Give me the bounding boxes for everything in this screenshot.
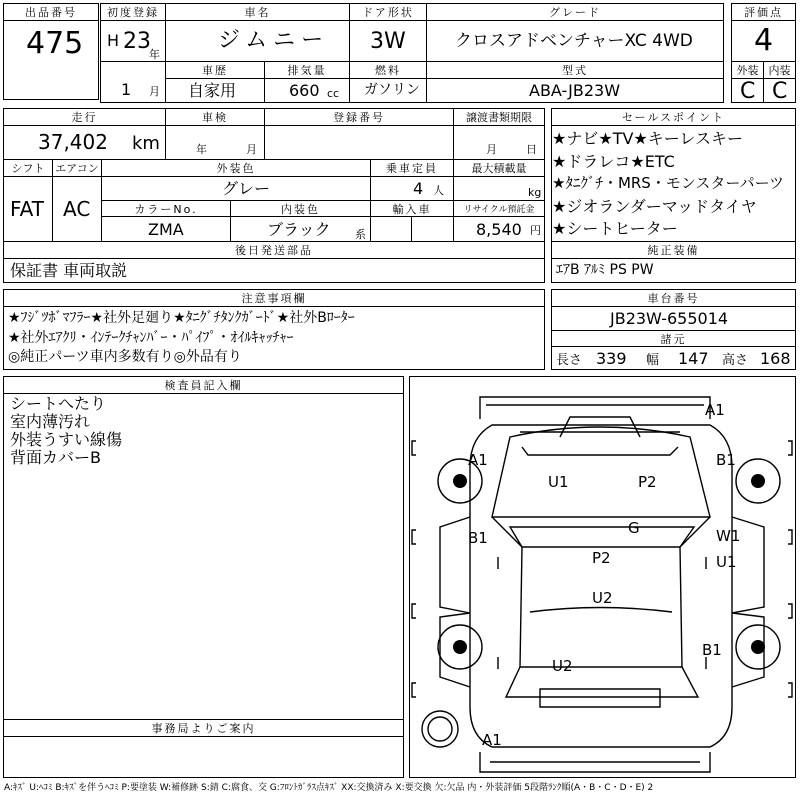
width-label: 幅 xyxy=(646,353,660,368)
int-color-suffix: 系 xyxy=(355,228,366,241)
chassis-number: JB23W-655014 xyxy=(610,309,729,328)
mark-B1-front-right: B1 xyxy=(716,451,736,469)
mark-B1-left: B1 xyxy=(468,529,488,547)
inspector-cell xyxy=(3,393,404,720)
first-reg-cell xyxy=(100,20,166,62)
car-outline xyxy=(410,377,795,777)
inspector-header: 検査員記入欄 xyxy=(3,376,404,394)
reg-no-header: 登録番号 xyxy=(264,108,454,126)
lot-cell xyxy=(3,20,99,100)
displacement-cell xyxy=(264,78,350,103)
displacement: 660 xyxy=(289,81,320,100)
mark-U2-roof: U2 xyxy=(592,589,613,607)
model: ABA-JB23W xyxy=(529,81,621,100)
aircon-cell xyxy=(52,176,102,242)
doc-month-unit: 月 xyxy=(486,143,497,156)
first-reg-era: H xyxy=(107,31,120,50)
equipment-header: 純正装備 xyxy=(551,241,796,259)
mileage: 37,402 xyxy=(38,130,108,154)
office-cell xyxy=(3,736,404,778)
fuel-cell xyxy=(349,78,427,103)
mark-U1-right: U1 xyxy=(716,553,737,571)
door-cell xyxy=(349,20,427,62)
exterior-cell xyxy=(731,78,764,103)
dims-header: 諸元 xyxy=(551,330,796,347)
shift-header: シフト xyxy=(3,159,53,177)
exterior-grade: C xyxy=(740,79,756,104)
color-no-cell xyxy=(101,216,231,242)
selling-point-1: ★ナビ★TV★キーレスキー xyxy=(552,129,743,148)
inspection-month-unit: 月 xyxy=(246,143,257,156)
color-no-header: カラーNo. xyxy=(101,200,231,217)
chassis-header: 車台番号 xyxy=(551,289,796,307)
car-name-header: 車名 xyxy=(165,3,350,21)
first-reg-month-unit: 月 xyxy=(149,85,160,98)
max-load-unit: kg xyxy=(528,186,542,199)
note-line-1: ★ﾌｼﾞﾂﾎﾞﾏﾌﾗｰ★社外足廻り★ﾀﾆｸﾞﾁﾀﾝｸｶﾞｰﾄﾞ★社外Bﾛｰﾀｰ xyxy=(8,310,355,326)
int-color: ブラック xyxy=(267,220,331,239)
ext-color-header: 外装色 xyxy=(101,159,371,177)
mark-W1-right: W1 xyxy=(716,527,741,545)
selling-points-header: セールスポイント xyxy=(551,108,796,126)
mark-U1-hood: U1 xyxy=(548,473,569,491)
note-line-3: ◎純正パーツ車内多数有り◎外品有り xyxy=(8,349,242,365)
selling-point-4: ★ジオランダーマッドタイヤ xyxy=(552,197,757,216)
capacity-header: 乗車定員 xyxy=(370,159,454,177)
mileage-unit: km xyxy=(132,133,160,154)
interior-grade: C xyxy=(772,79,788,104)
first-reg-year: 23 xyxy=(123,29,151,54)
length-label: 長さ xyxy=(556,353,583,368)
inspector-line-4: 背面カバーB xyxy=(10,448,101,467)
max-load-header: 最大積載量 xyxy=(453,159,545,177)
reg-no-cell xyxy=(264,125,454,160)
car-name: ジムニー xyxy=(218,28,330,53)
later-parts: 保証書 車両取説 xyxy=(10,261,128,280)
recycle-cell xyxy=(453,216,545,242)
grade-cell xyxy=(426,20,724,62)
aircon: AC xyxy=(63,197,91,221)
dims-cell xyxy=(551,346,796,370)
import-cell-a xyxy=(370,216,412,242)
capacity: 4 xyxy=(413,179,424,198)
capacity-cell xyxy=(370,176,454,201)
later-parts-cell xyxy=(3,258,545,283)
exterior-header: 外装 xyxy=(731,61,764,79)
mark-A1-bottom: A1 xyxy=(482,731,502,749)
office-header: 事務局よりご案内 xyxy=(3,719,404,737)
first-reg-header: 初度登録 xyxy=(100,3,166,21)
history: 自家用 xyxy=(188,81,237,100)
color-no: ZMA xyxy=(148,220,184,239)
fuel: ガソリン xyxy=(364,82,420,98)
door-header: ドア形状 xyxy=(349,3,427,21)
damage-diagram xyxy=(409,376,796,778)
lot-header: 出品番号 xyxy=(3,3,99,21)
car-name-cell xyxy=(165,20,350,62)
inspection-year-unit: 年 xyxy=(196,143,207,156)
import-header: 輸入車 xyxy=(370,200,454,217)
equipment-cell xyxy=(551,258,796,283)
score-cell xyxy=(731,20,796,62)
height-label: 高さ xyxy=(722,353,749,368)
selling-point-5: ★シートヒーター xyxy=(552,219,678,238)
inspection-cell xyxy=(165,125,265,160)
first-reg-month-cell xyxy=(100,61,166,103)
mileage-cell xyxy=(3,125,166,160)
height: 168 xyxy=(760,349,791,368)
width: 147 xyxy=(678,349,709,368)
ext-color: グレー xyxy=(222,179,271,198)
chassis-cell xyxy=(551,306,796,331)
grade-header: グレード xyxy=(426,3,724,21)
notes-header: 注意事項欄 xyxy=(3,289,545,307)
capacity-unit: 人 xyxy=(433,184,444,197)
lot-number: 475 xyxy=(26,26,84,61)
doc-deadline-header: 譲渡書類期限 xyxy=(453,108,545,126)
mark-P2-roof: P2 xyxy=(592,549,611,567)
max-load-cell xyxy=(453,176,545,201)
first-reg-month: 1 xyxy=(121,80,132,99)
recycle-header: リサイクル預託金 xyxy=(453,200,545,217)
mark-G-windshield: G xyxy=(628,519,640,537)
displacement-unit: cc xyxy=(327,87,340,100)
door-type: 3W xyxy=(370,29,406,54)
mark-P2-hood: P2 xyxy=(638,473,657,491)
mark-A1-front-left: A1 xyxy=(468,451,488,469)
legend: A:ｷｽﾞ U:ﾍｺﾐ B:ｷｽﾞを伴うﾍｺﾐ P:要塗装 W:補修跡 S:錆 C:腐食、交 G:ﾌﾛﾝﾄｶﾞﾗｽ点ｷｽﾞ XX:交換済み X:要交換 欠:欠品 内・外装評価 5段階ﾗﾝｸ順(A・B・C・D・E) 2 xyxy=(4,783,654,793)
mark-B1-rear-right: B1 xyxy=(702,641,722,659)
grade: クロスアドベンチャーXC 4WD xyxy=(455,31,693,51)
model-cell xyxy=(426,78,724,103)
selling-points-cell xyxy=(551,125,796,242)
note-line-2: ★社外ｴｱｸﾘ・ｲﾝﾃｰｸﾁｬﾝﾊﾞｰ・ﾊﾟｲﾌﾟ・ｵｲﾙｷｬｯﾁｬｰ xyxy=(8,330,294,346)
shift: FAT xyxy=(10,197,45,221)
import-cell-b xyxy=(411,216,454,242)
mark-U2-rear: U2 xyxy=(552,657,573,675)
mark-A1-top: A1 xyxy=(705,401,725,419)
interior-header: 内装 xyxy=(763,61,796,79)
inspector-line-2: 室内薄汚れ xyxy=(10,412,91,431)
int-color-cell xyxy=(230,216,371,242)
first-reg-year-unit: 年 xyxy=(149,48,160,61)
history-cell xyxy=(165,78,265,103)
recycle: 8,540 xyxy=(476,220,522,239)
inspection-header: 車検 xyxy=(165,108,265,126)
score: 4 xyxy=(754,23,774,58)
shift-cell xyxy=(3,176,53,242)
length: 339 xyxy=(596,349,627,368)
model-header: 型式 xyxy=(426,61,724,79)
later-parts-header: 後日発送部品 xyxy=(3,241,545,259)
inspector-line-1: シートへたり xyxy=(10,394,107,413)
aircon-header: エアコン xyxy=(52,159,102,177)
recycle-unit: 円 xyxy=(530,224,541,237)
interior-cell xyxy=(763,78,796,103)
doc-deadline-cell xyxy=(453,125,545,160)
score-header: 評価点 xyxy=(731,3,796,21)
selling-point-2: ★ドラレコ★ETC xyxy=(552,152,675,171)
inspector-line-3: 外装うすい線傷 xyxy=(10,430,123,449)
ext-color-cell xyxy=(101,176,371,201)
displacement-header: 排気量 xyxy=(264,61,350,79)
notes-cell xyxy=(3,306,545,370)
equipment: ｴｱB ｱﾙﾐ PS PW xyxy=(556,262,654,278)
selling-point-3: ★ﾀﾆｸﾞﾁ・MRS・モンスターパーツ xyxy=(552,174,785,192)
mileage-header: 走行 xyxy=(3,108,166,126)
int-color-header: 内装色 xyxy=(230,200,371,217)
fuel-header: 燃料 xyxy=(349,61,427,79)
doc-day-unit: 日 xyxy=(526,143,537,156)
history-header: 車歴 xyxy=(165,61,265,79)
